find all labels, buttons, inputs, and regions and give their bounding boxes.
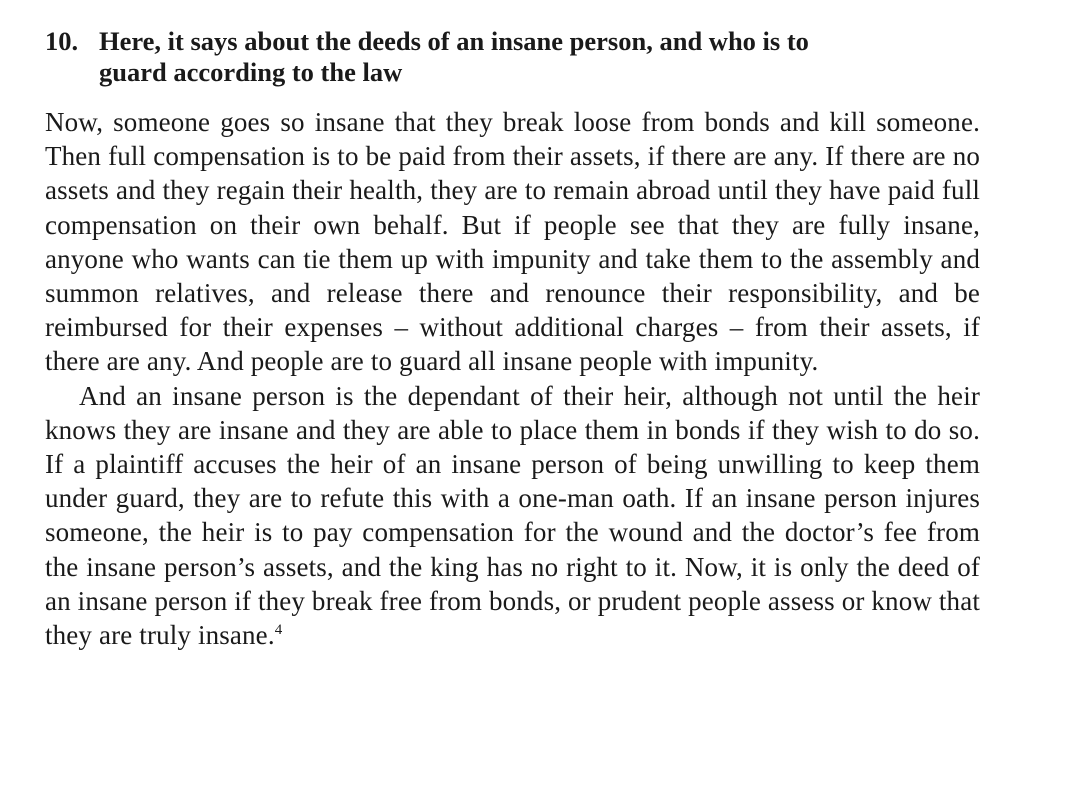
- document-page: [45, 26, 980, 652]
- paragraph-text: Now, someone goes so insane that they break loose from bonds and kill someone. Then full compensation is to be paid from their assets, if there are any. If there are no assets and they regain their health, they are to remain abroad until they have paid full compensation on their own behalf. But if people see that they are fully insane, anyone who wants can tie them up with impunity and take them to the assembly and summon relatives, and release there and renounce their responsibility, and be reimbursed for their expenses – without additional charges – from their assets, if there are any. And people are to guard all insane people with impunity.: [45, 107, 980, 377]
- footnote-reference[interactable]: 4: [274, 622, 283, 639]
- body-paragraph-1: [45, 105, 980, 379]
- section-heading: [45, 26, 980, 88]
- paragraph-text: And an insane person is the dependant of their heir, although not until the heir knows they are insane and they are able to place them in bonds if they wish to do so. If a plaintiff accuses the heir of an insane person of being unwilling to keep them under guard, they are to refute this with a one-man oath. If an insane person injures someone, the heir is to pay compensation for the wound and the doctor’s fee from the insane person’s assets, and the king has no right to it. Now, it is only the deed of an insane person if they break free from bonds, or prudent people assess or know that they are truly insane.: [45, 380, 980, 651]
- section-title: Here, it says about the deeds of an insane person, and who is to guard according to the law: [99, 26, 809, 87]
- body-paragraph-2: [45, 379, 980, 653]
- section-number: 10.: [45, 26, 79, 56]
